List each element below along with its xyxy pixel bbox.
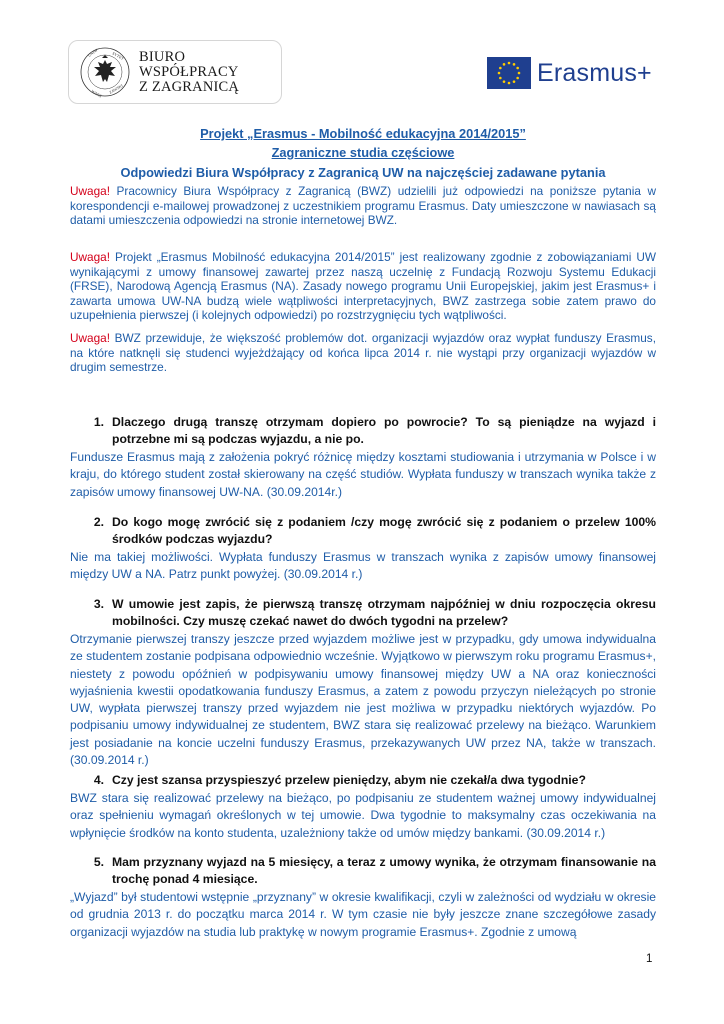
document-titles [70, 124, 656, 182]
eu-star-icon [499, 67, 502, 70]
eu-star-icon [508, 82, 511, 85]
uw-logo-line-3: Z ZAGRANICĄ [139, 78, 240, 95]
note-1 [70, 184, 656, 228]
note-2-label: Uwaga! [70, 250, 110, 264]
question-number: 3. [93, 597, 104, 611]
eu-star-icon [508, 62, 511, 65]
question-1 [70, 414, 656, 448]
answer-4: BWZ stara się realizować przelewy na bieżąco, po podpisaniu ze studentem ważnej umowy indywidualnej oraz spełnieniu wymagań określonych w tej umowie. Dwa tygodnie to maksymalny czas oczekiwania na wpłynięcie środków na konto studenta, uzależniony także od umów między bankami. (30.09.2014 r.) [70, 791, 656, 840]
eu-star-icon [513, 80, 516, 83]
eu-star-icon [503, 80, 506, 83]
question-number: 4. [93, 773, 104, 787]
qa-item-4 [70, 772, 656, 842]
question-3 [70, 596, 656, 630]
question-text: Do kogo mogę zwrócić się z podaniem /czy mogę zwrócić się z podaniem o przelew 100% środków podczas wyjazdu? [112, 515, 656, 546]
question-text: W umowie jest zapis, że pierwszą transzę otrzymam najpóźniej w dniu rozpoczęcia okresu mobilności. Czy muszę czekać nawet do dwóch tygodni na przelew? [112, 597, 656, 628]
eu-star-icon [499, 77, 502, 80]
answer-1: Fundusze Erasmus mają z założenia pokryć różnicę między kosztami studiowania i utrzymania w Polsce i w kraju, do którego student został skierowany na część studiów. Wypłata funduszy w transzach wynika także z zapisów umowy finansowej UW-NA. (30.09.2014r.) [70, 450, 656, 499]
note-3 [70, 331, 656, 375]
uw-logo-line-1: BIURO [139, 48, 186, 65]
svg-text:UNIW: UNIW [86, 47, 99, 58]
eu-star-icon [503, 63, 506, 66]
page-number: 1 [646, 953, 653, 965]
uw-bwz-logo [68, 40, 282, 104]
eu-star-icon [516, 67, 519, 70]
document-title: Projekt „Erasmus - Mobilność edukacyjna 2014/2015” [200, 126, 526, 141]
question-number: 5. [93, 855, 104, 869]
eu-flag-icon [487, 57, 531, 89]
question-2 [70, 514, 656, 548]
document-subtitle: Zagraniczne studia częściowe [271, 145, 455, 160]
note-1-label: Uwaga! [70, 184, 110, 198]
qa-item-2 [70, 514, 656, 584]
note-3-label: Uwaga! [70, 331, 110, 345]
note-2-text: Projekt „Erasmus Mobilność edukacyjna 2014/2015” jest realizowany zgodnie z zobowiązaniami UW wynikającymi z umowy finansowej zawartej przez naszą uczelnię z Fundacją Rozwoju Systemu Edukacji (FRSE), Narodową Agencją Erasmus (NA). Zasady nowego programu Unii Europejskiej, jakim jest Erasmus+ i zawarta umowa UW-NA budzą wiele wątpliwości interpretacyjnych, BWZ zastrzega sobie zatem prawo do uzupełnienia pierwszej (i kolejnych odpowiedzi) po rozstrzygnięciu tych wątpliwości. [70, 250, 656, 323]
erasmus-plus-logo [487, 57, 652, 89]
qa-item-1 [70, 414, 656, 501]
qa-item-5 [70, 854, 656, 941]
question-text: Dlaczego drugą transzę otrzymam dopiero po powrocie? To są pieniądze na wyjazd i potrzebne mi są podczas wyjazdu, a nie po. [112, 415, 656, 446]
uw-logo-text [139, 50, 239, 95]
question-5 [70, 854, 656, 888]
answer-5: „Wyjazd” był studentowi wstępnie „przyznany” w okresie kwalifikacji, czyli w zależności od wydziału w okresie od grudnia 2013 r. do początku marca 2014 r. W tym czasie nie były jeszcze znane szczegółowe zasady organizacji wyjazdów na studia lub praktykę w nowym programie Erasmus+. Zgodnie z umową [70, 890, 656, 939]
eu-star-icon [518, 72, 521, 75]
note-3-text: BWZ przewiduje, że większość problemów dot. organizacji wyjazdów oraz wypłat funduszy Erasmus, na które natknęli się studenci wyjeżdżający od końca lipca 2014 r. nie wystąpi przy organizacji wyjazdów w drugim semestrze. [70, 331, 656, 375]
document-heading: Odpowiedzi Biura Współpracy z Zagranicą UW na najczęściej zadawane pytania [120, 165, 606, 180]
qa-item-3 [70, 596, 656, 769]
eu-star-icon [498, 72, 501, 75]
eu-star-icon [513, 63, 516, 66]
question-text: Czy jest szansa przyspieszyć przelew pieniędzy, abym nie czekał/a dwa tygodnie? [112, 773, 586, 787]
svg-text:SYTET: SYTET [111, 50, 125, 62]
question-text: Mam przyznany wyjazd na 5 miesięcy, a teraz z umowy wynika, że otrzymam finansowanie na trochę ponad 4 miesiące. [112, 855, 656, 886]
note-2 [70, 250, 656, 323]
answer-3: Otrzymanie pierwszej transzy jeszcze przed wyjazdem możliwe jest w przypadku, gdy umowa indywidualna ze studentem zostanie podpisana odpowiednio wcześnie. Wyjątkowo w pierwszym roku programu Erasmus+, niestety z powodu opóźnień w podpisywaniu umowy finansowej między UW a NA oraz konieczności wyjaśnienia kwestii opodatkowania funduszy Erasmus, a zatem z powodu przyczyn nieleżących po stronie UW, wypłata pierwszej transzy przed wyjazdem nie jest możliwa w przypadku niektórych wyjazdów. Po podpisaniu umowy indywidualnej ze studentem, BWZ stara się realizować przelewy na bieżąco. Warunkiem jest posiadanie na koncie uczelni funduszy Erasmus, przekazywanych UW przez NA, także w transzach. (30.09.2014 r.) [70, 632, 656, 768]
uw-logo-line-2: WSPÓŁPRACY [139, 63, 239, 80]
eu-star-icon [516, 77, 519, 80]
question-number: 2. [93, 515, 104, 529]
erasmus-plus-wordmark: Erasmus+ [537, 58, 652, 87]
uw-eagle-seal-icon [79, 46, 131, 98]
question-4 [70, 772, 656, 789]
svg-text:WARS: WARS [90, 88, 103, 98]
svg-text:ZAWSKI: ZAWSKI [108, 82, 124, 95]
answer-2: Nie ma takiej możliwości. Wypłata funduszy Erasmus w transzach wynika z zapisów umowy finansowej między UW a NA. Patrz punkt powyżej. (30.09.2014 r.) [70, 550, 656, 582]
question-number: 1. [93, 415, 104, 429]
note-1-text: Pracownicy Biura Współpracy z Zagranicą (BWZ) udzielili już odpowiedzi na poniższe pytania w korespondencji e-mailowej prowadzonej z uczestnikiem programu Erasmus. Daty umieszczone w nawiasach są datami umieszczenia odpowiedzi na stronie internetowej BWZ. [70, 184, 656, 228]
